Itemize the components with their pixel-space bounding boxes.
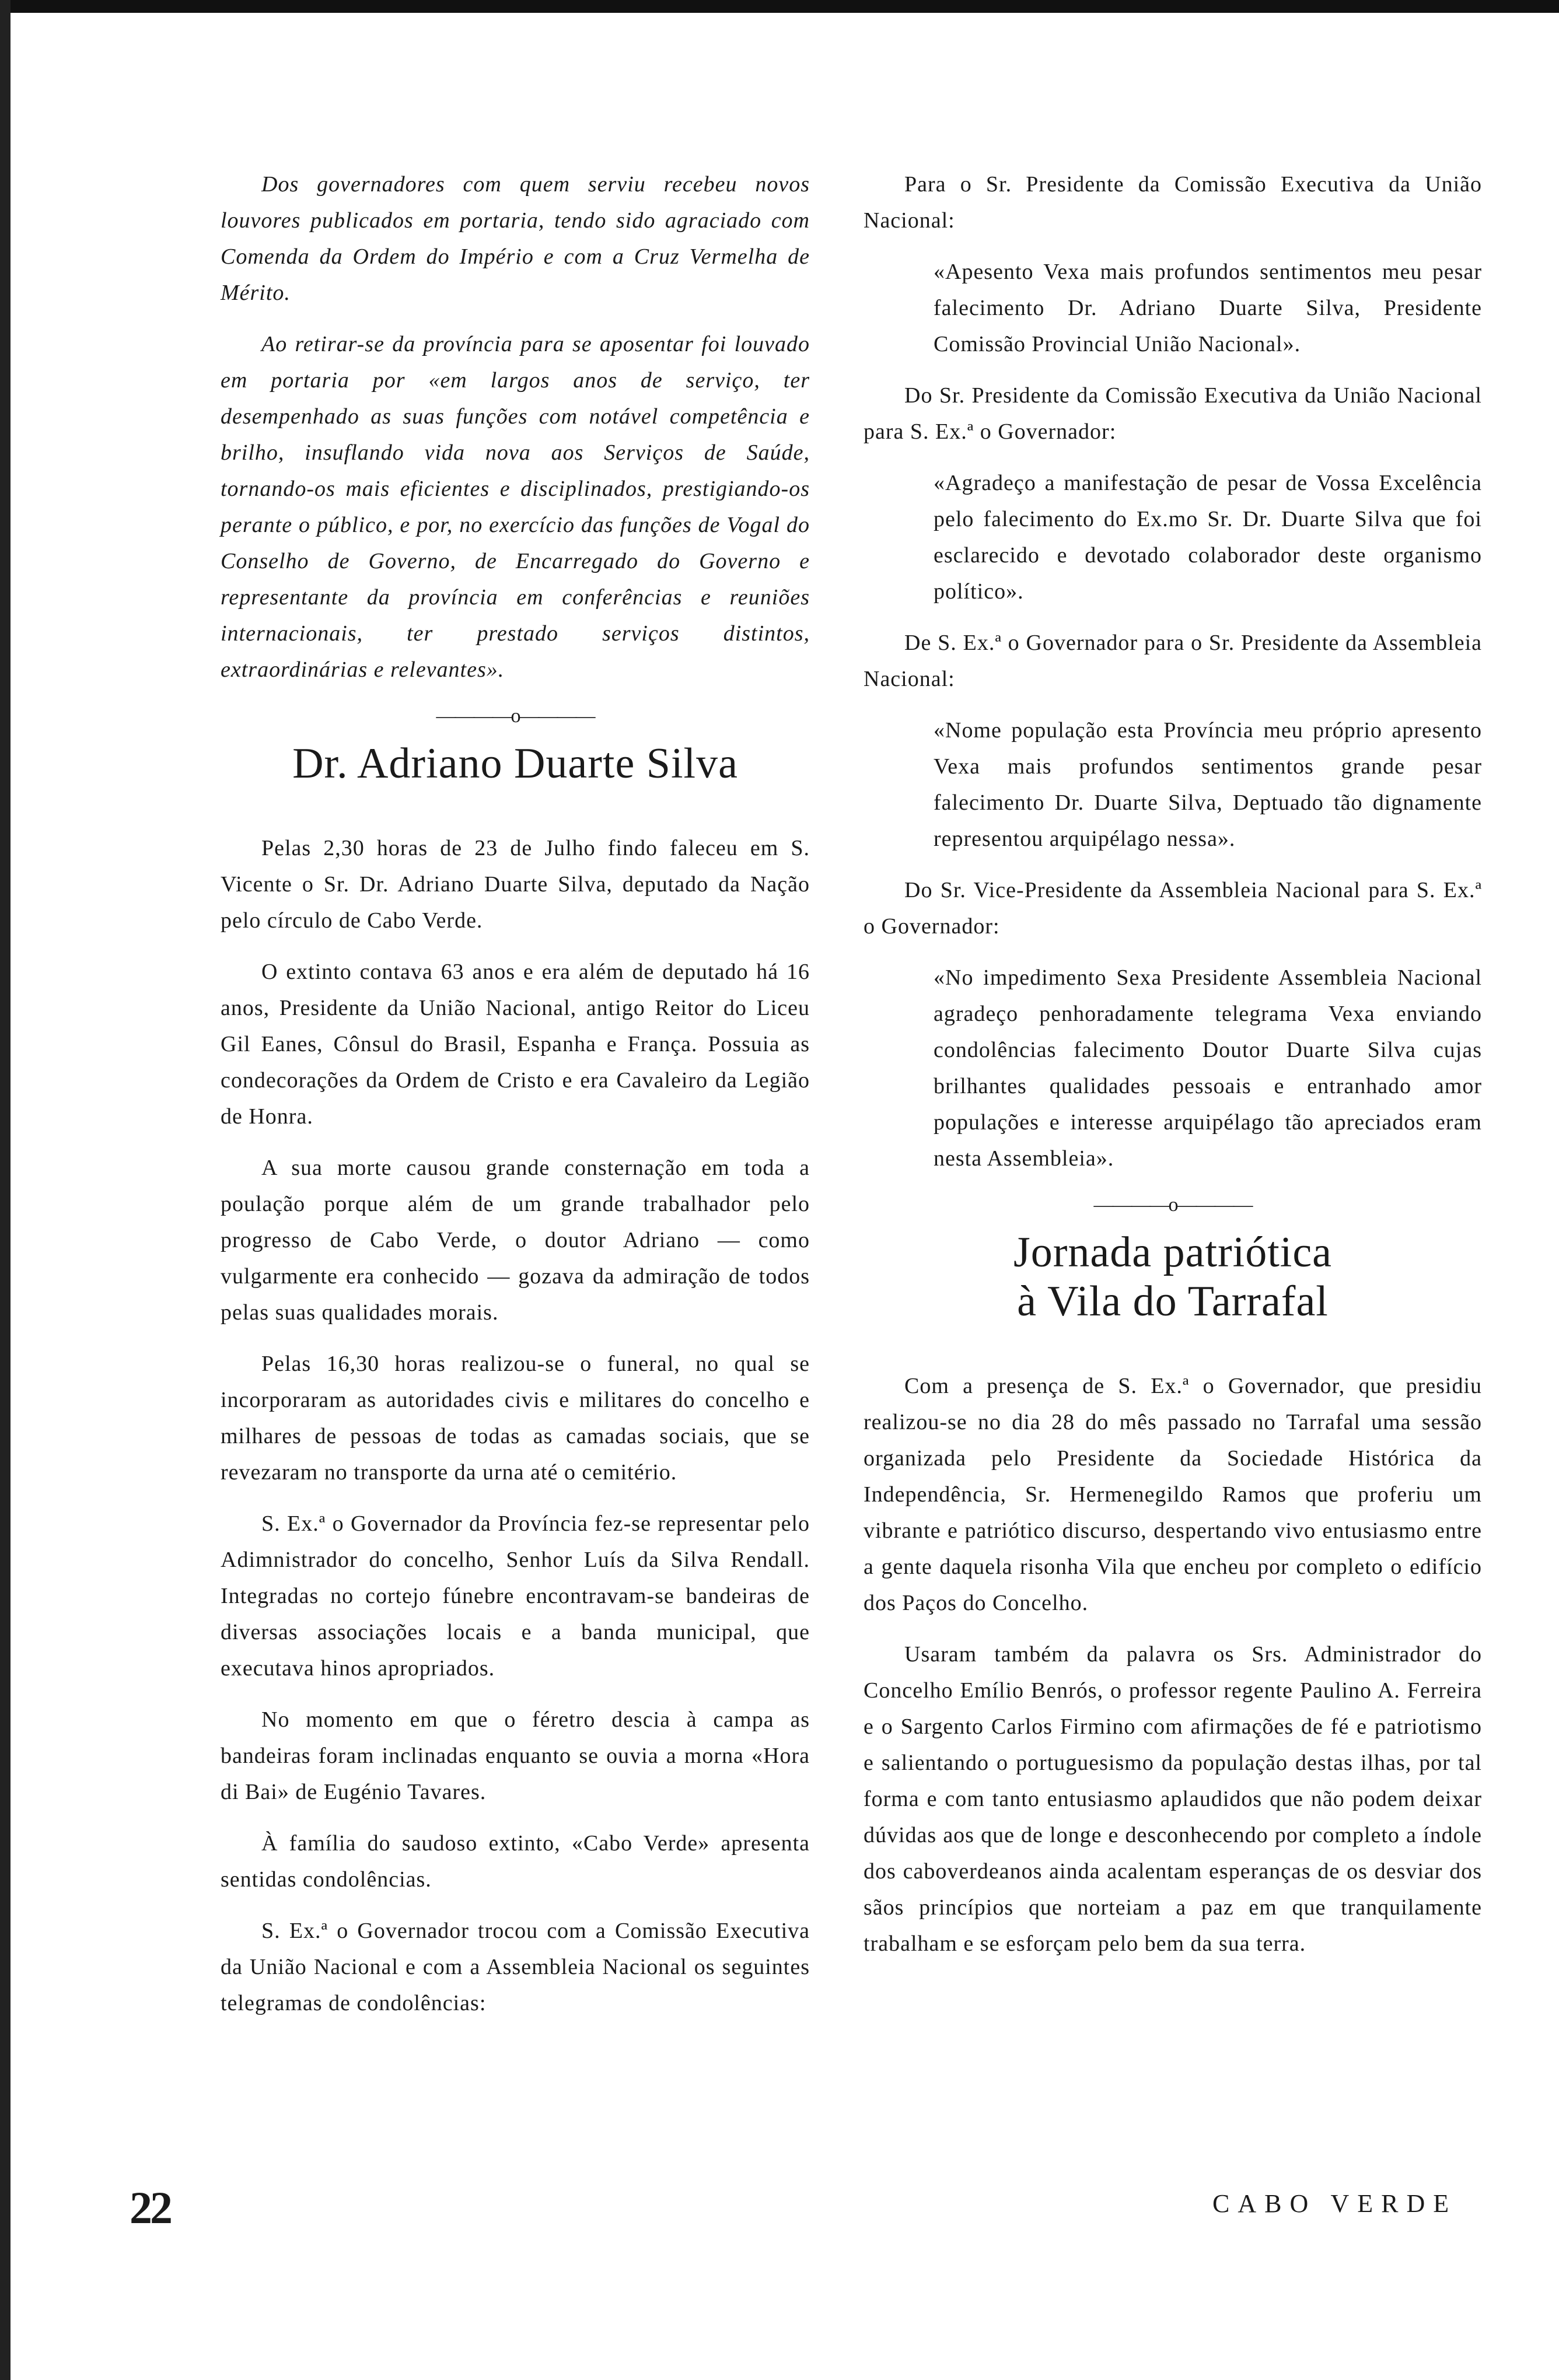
article-paragraph: Pelas 16,30 horas realizou-se o funeral, no qual se incorporaram as autoridades civis e militares do concelho e milhares de pessoas de todas as camadas sociais, que se revezaram no transporte da urna até o cemitério.: [221, 1352, 810, 1485]
article-title-tarrafal: [864, 1228, 1482, 1326]
article-paragraph: Usaram também da palavra os Srs. Administrador do Concelho Emílio Benrós, o professor regente Paulino A. Ferreira e o Sargento Carlos Firmino com afirmações de fé e patriotismo e salientando o portuguesismo da população destas ilhas, por tal forma e com tanto entusiasmo aplaudidos que não podem deixar dúvidas aos que de longe e desconhecendo por completo a índole dos caboverdeanos ainda acalentam esperanças de os desviar dos sãos princípios que norteiam a paz em que tranquilamente trabalham e se esforçam pelo bem da sua terra.: [864, 1642, 1482, 1956]
telegram-block: [864, 166, 1482, 362]
article-title-adriano: Dr. Adriano Duarte Silva: [292, 740, 738, 788]
telegram-body: «Nome população esta Província meu próprio apresento Vexa mais profundos sentimentos grande pesar falecimento Dr. Duarte Silva, Deptuado tão dignamente representou arquipélago nessa».: [934, 718, 1482, 851]
section-separator: ————o————: [1093, 1194, 1252, 1216]
telegram-header: De S. Ex.ª o Governador para o Sr. Presidente da Assembleia Nacional:: [864, 631, 1482, 691]
telegram-body: «Apesento Vexa mais profundos sentimentos meu pesar falecimento Dr. Adriano Duarte Silva, Presidente Comissão Provincial União Nacional».: [934, 260, 1482, 356]
page-number: 22: [130, 2182, 170, 2233]
article-paragraph: No momento em que o féretro descia à campa as bandeiras foram inclinadas enquanto se ouvia a morna «Hora di Bai» de Eugénio Tavares.: [221, 1707, 810, 1804]
left-column: [221, 166, 810, 2036]
telegram-block: [864, 872, 1482, 1177]
magazine-name: CABO VERDE: [1212, 2189, 1457, 2218]
left-border-rule: [0, 0, 11, 2380]
telegram-header: Do Sr. Vice-Presidente da Assembleia Nacional para S. Ex.ª o Governador:: [864, 878, 1482, 939]
article-paragraph: A sua morte causou grande consternação em toda a poulação porque além de um grande trabalhador pelo progresso de Cabo Verde, o doutor Adriano — como vulgarmente era conhecido — gozava da admiração de todos pelas suas qualidades morais.: [221, 1156, 810, 1325]
top-border-rule: [0, 0, 1559, 13]
telegram-header: Para o Sr. Presidente da Comissão Executiva da União Nacional:: [864, 172, 1482, 233]
section-separator: ————o————: [436, 705, 595, 727]
telegram-block: [864, 625, 1482, 857]
article-paragraph: S. Ex.ª o Governador trocou com a Comissão Executiva da União Nacional e com a Assembleia Nacional os seguintes telegramas de condolências:: [221, 1919, 810, 2015]
intro-paragraph: Dos governadores com quem serviu recebeu novos louvores publicados em portaria, tendo sido agraciado com Comenda da Ordem do Império e com a Cruz Vermelha de Mérito.: [221, 172, 810, 305]
telegram-body: «Agradeço a manifestação de pesar de Vossa Excelência pelo falecimento do Ex.mo Sr. Dr. Duarte Silva que foi esclarecido e devotado colaborador deste organismo político».: [934, 471, 1482, 604]
article-paragraph: Com a presença de S. Ex.ª o Governador, que presidiu realizou-se no dia 28 do mês passado no Tarrafal uma sessão organizada pelo Presidente da Sociedade Histórica da Independência, Sr. Hermenegildo Ramos que proferiu um vibrante e patriótico discurso, despertando vivo entusiasmo entre a gente daquela risonha Vila que encheu por completo o edifício dos Paços do Concelho.: [864, 1374, 1482, 1615]
telegram-block: [864, 377, 1482, 610]
right-column: [864, 166, 1482, 1977]
article-paragraph: Pelas 2,30 horas de 23 de Julho findo faleceu em S. Vicente o Sr. Dr. Adriano Duarte Silva, deputado da Nação pelo círculo de Cabo Verde.: [221, 836, 810, 933]
intro-paragraph: Ao retirar-se da província para se aposentar foi louvado em portaria por «em largos anos de serviço, ter desempenhado as suas funções com notável competência e brilho, insuflando vida nova aos Serviços de Saúde, tornando-os mais eficientes e disciplinados, prestigiando-os perante o público, e por, no exercício das funções de Vogal do Conselho de Governo, de Encarregado do Governo e representante da província em conferências e reuniões internacionais, ter prestado serviços distintos, extraordinárias e relevantes».: [221, 332, 810, 682]
article-paragraph: À família do saudoso extinto, «Cabo Verde» apresenta sentidas condolências.: [221, 1831, 810, 1892]
telegram-header: Do Sr. Presidente da Comissão Executiva da União Nacional para S. Ex.ª o Governador:: [864, 383, 1482, 444]
telegram-body: «No impedimento Sexa Presidente Assembleia Nacional agradeço penhoradamente telegrama Vexa enviando condolências falecimento Doutor Duarte Silva cujas brilhantes qualidades pessoais e entranhado amor populações e interesse arquipélago tão apreciados eram nesta Assembleia».: [934, 965, 1482, 1171]
article-title-line: à Vila do Tarrafal: [1017, 1278, 1329, 1325]
article-paragraph: S. Ex.ª o Governador da Província fez-se representar pelo Adimnistrador do concelho, Senhor Luís da Silva Rendall. Integradas no cortejo fúnebre encontravam-se bandeiras de diversas associações locais e a banda municipal, que executava hinos apropriados.: [221, 1511, 810, 1681]
article-title-line: Jornada patriótica: [1013, 1228, 1333, 1276]
article-paragraph: O extinto contava 63 anos e era além de deputado há 16 anos, Presidente da União Nacional, antigo Reitor do Liceu Gil Eanes, Cônsul do Brasil, Espanha e França. Possuia as condecorações da Ordem de Cristo e era Cavaleiro da Legião de Honra.: [221, 960, 810, 1129]
intro-italic-block: [221, 166, 810, 688]
